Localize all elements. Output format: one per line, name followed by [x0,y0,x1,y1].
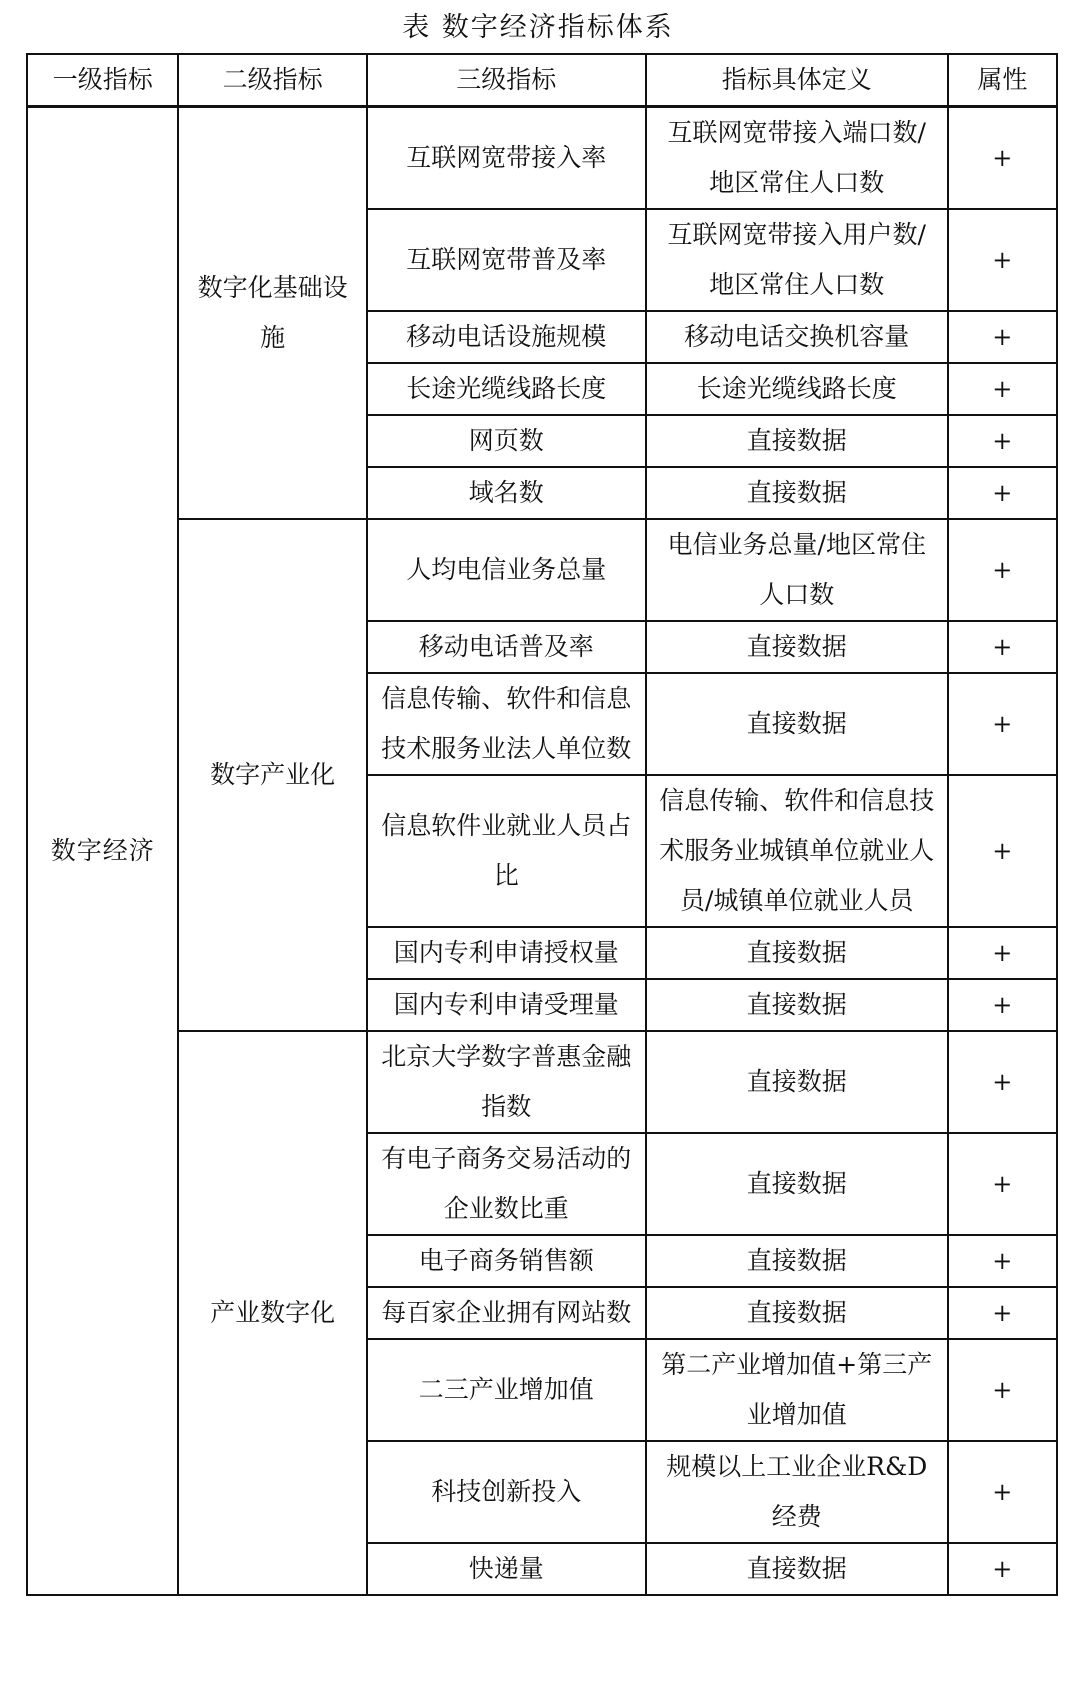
definition-cell: 直接数据 [646,1543,948,1595]
header-level2: 二级指标 [178,54,366,107]
header-row [27,54,1057,107]
attribute-cell: + [948,1441,1057,1543]
attribute-cell: + [948,673,1057,775]
attribute-cell: + [948,775,1057,927]
definition-cell: 直接数据 [646,1235,948,1287]
definition-cell: 直接数据 [646,979,948,1031]
attribute-cell: + [948,1543,1057,1595]
level2-cell: 数字化基础设施 [178,107,366,520]
header-definition: 指标具体定义 [646,54,948,107]
attribute-cell: + [948,1235,1057,1287]
header-level3: 三级指标 [367,54,646,107]
definition-cell: 直接数据 [646,673,948,775]
definition-cell: 电信业务总量/地区常住人口数 [646,519,948,621]
level3-cell: 信息传输、软件和信息技术服务业法人单位数 [367,673,646,775]
level3-cell: 电子商务销售额 [367,1235,646,1287]
level3-cell: 互联网宽带接入率 [367,107,646,210]
level3-cell: 科技创新投入 [367,1441,646,1543]
level3-cell: 每百家企业拥有网站数 [367,1287,646,1339]
definition-cell: 直接数据 [646,927,948,979]
definition-cell: 信息传输、软件和信息技术服务业城镇单位就业人员/城镇单位就业人员 [646,775,948,927]
definition-cell: 互联网宽带接入端口数/地区常住人口数 [646,107,948,210]
attribute-cell: + [948,311,1057,363]
indicator-table [26,53,1058,1596]
attribute-cell: + [948,467,1057,519]
definition-cell: 长途光缆线路长度 [646,363,948,415]
level3-cell: 移动电话普及率 [367,621,646,673]
definition-cell: 直接数据 [646,621,948,673]
attribute-cell: + [948,1031,1057,1133]
attribute-cell: + [948,621,1057,673]
table-caption: 表 数字经济指标体系 [402,12,674,43]
attribute-cell: + [948,927,1057,979]
level2-cell: 数字产业化 [178,519,366,1031]
definition-cell: 直接数据 [646,467,948,519]
table-row [27,1031,1057,1133]
attribute-cell: + [948,363,1057,415]
level1-cell: 数字经济 [27,107,178,1596]
level3-cell: 长途光缆线路长度 [367,363,646,415]
definition-cell: 直接数据 [646,1287,948,1339]
attribute-cell: + [948,1287,1057,1339]
attribute-cell: + [948,519,1057,621]
definition-cell: 第二产业增加值+第三产业增加值 [646,1339,948,1441]
level3-cell: 网页数 [367,415,646,467]
definition-cell: 直接数据 [646,1031,948,1133]
definition-cell: 直接数据 [646,415,948,467]
header-level1: 一级指标 [27,54,178,107]
table-body [27,107,1057,1596]
level3-cell: 有电子商务交易活动的企业数比重 [367,1133,646,1235]
definition-cell: 规模以上工业企业R&D经费 [646,1441,948,1543]
attribute-cell: + [948,415,1057,467]
level3-cell: 域名数 [367,467,646,519]
level3-cell: 信息软件业就业人员占比 [367,775,646,927]
attribute-cell: + [948,1339,1057,1441]
table-row [27,519,1057,621]
header-attribute: 属性 [948,54,1057,107]
level3-cell: 北京大学数字普惠金融指数 [367,1031,646,1133]
level3-cell: 二三产业增加值 [367,1339,646,1441]
table-row [27,107,1057,210]
level2-cell: 产业数字化 [178,1031,366,1595]
attribute-cell: + [948,1133,1057,1235]
definition-cell: 直接数据 [646,1133,948,1235]
level3-cell: 移动电话设施规模 [367,311,646,363]
definition-cell: 移动电话交换机容量 [646,311,948,363]
level3-cell: 人均电信业务总量 [367,519,646,621]
level3-cell: 快递量 [367,1543,646,1595]
level3-cell: 互联网宽带普及率 [367,209,646,311]
definition-cell: 互联网宽带接入用户数/地区常住人口数 [646,209,948,311]
level3-cell: 国内专利申请授权量 [367,927,646,979]
attribute-cell: + [948,107,1057,210]
attribute-cell: + [948,979,1057,1031]
level3-cell: 国内专利申请受理量 [367,979,646,1031]
attribute-cell: + [948,209,1057,311]
